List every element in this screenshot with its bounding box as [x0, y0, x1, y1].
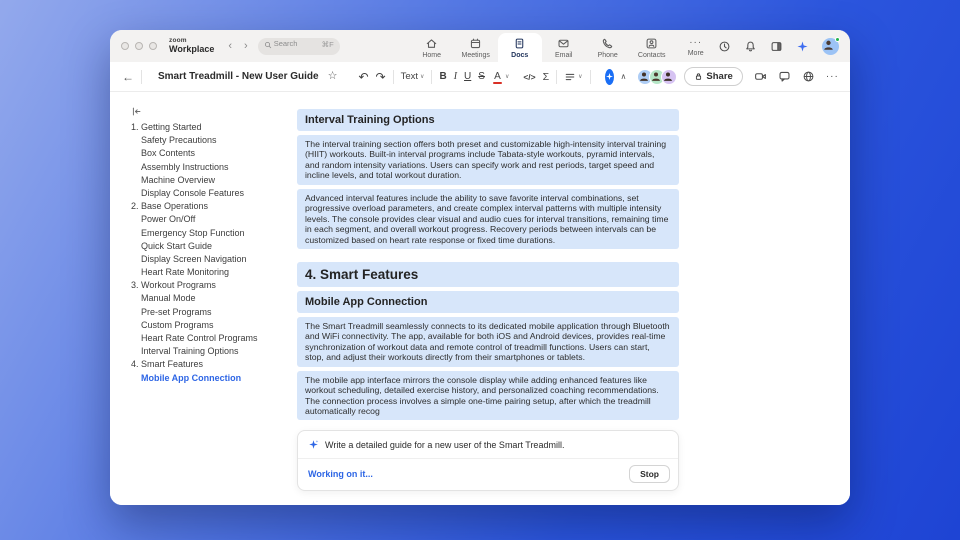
formula-sigma-button[interactable]: Σ — [542, 70, 550, 83]
doc-icon — [513, 37, 526, 50]
document-title[interactable]: Smart Treadmill - New User Guide — [158, 71, 319, 82]
underline-button[interactable]: U — [464, 71, 472, 82]
ai-companion-panel — [297, 430, 679, 491]
collaborator-avatars — [637, 69, 677, 85]
collapse-left-icon — [131, 106, 142, 117]
ai-sparkle-icon — [308, 439, 319, 450]
chevron-down-icon: ∨ — [504, 74, 510, 80]
doc-paragraph[interactable]: The interval training section offers both preset and customizable high-intensity interval training (HIIT) workouts. Built-in interval programs include Tabata-style workouts, pyramid intervals, and random intensity variations. Users can specify work and rest periods, target speed and incline levels, and total workout duration. — [297, 135, 679, 185]
more-options-button[interactable]: ··· — [825, 70, 839, 82]
text-style-label: Text — [400, 71, 419, 82]
clock-icon[interactable] — [718, 40, 731, 53]
divider — [431, 70, 432, 84]
person-icon — [662, 70, 674, 82]
tab-more-label: More — [687, 50, 704, 57]
side-panel-icon[interactable] — [770, 40, 783, 53]
code-icon[interactable]: </> — [523, 71, 536, 82]
main-nav-tabs — [410, 30, 718, 62]
toc-item-heart-rate-control-programs[interactable]: Heart Rate Control Programs — [141, 333, 258, 343]
tab-phone-label: Phone — [597, 51, 618, 59]
search-placeholder: Search — [273, 38, 298, 48]
chevron-down-icon: ∨ — [420, 74, 425, 80]
toc-item-assembly-instructions[interactable]: Assembly Instructions — [141, 161, 229, 172]
lock-icon — [694, 72, 703, 81]
toc-item-mobile-app-connection[interactable]: Mobile App Connection — [141, 372, 242, 383]
undo-button[interactable]: ↶ — [358, 69, 369, 84]
bold-button[interactable]: B — [439, 71, 447, 82]
window-zoom-button[interactable] — [149, 42, 157, 50]
toc-item-safety-precautions[interactable]: Safety Precautions — [141, 135, 217, 146]
collapse-toc-button[interactable] — [131, 104, 142, 115]
text-color-dropdown[interactable] — [492, 71, 509, 82]
tab-more[interactable] — [674, 30, 718, 62]
toc-item-heart-rate-monitoring[interactable]: Heart Rate Monitoring — [141, 267, 230, 278]
tab-meetings-label: Meetings — [461, 51, 490, 59]
window-controls — [121, 42, 157, 50]
chat-bubble-icon[interactable] — [778, 70, 791, 83]
tab-home-label: Home — [422, 51, 442, 59]
strikethrough-button[interactable]: S — [478, 71, 485, 82]
share-button[interactable] — [684, 67, 742, 86]
mail-icon — [557, 37, 570, 50]
notifications-bell-icon[interactable] — [744, 40, 757, 53]
tab-docs-label: Docs — [511, 51, 529, 59]
doc-paragraph[interactable]: Advanced interval features include the ability to save favorite interval combinations, set progressive overload parameters, and create complex interval patterns with multiple intensity levels. The console provides clear visual and audio cues for interval transitions, remaining time in each segment, and overall workout progress. Recovery periods between intervals can be customized based on heart rate response or fixed time durations. — [297, 189, 679, 249]
zoom-workplace-window — [110, 30, 850, 505]
toc-item-interval-training-options[interactable]: Interval Training Options — [141, 346, 239, 357]
doc-paragraph[interactable]: The mobile app interface mirrors the console display while adding enhanced features like workout scheduling, detailed exercise history, and personalized coaching recommendations. The connection process involves a simple one-time pairing setup, after which the treadmill automatically recog — [297, 371, 679, 421]
doc-back-button[interactable]: ← — [122, 69, 134, 84]
redo-button[interactable]: ↷ — [375, 69, 386, 84]
tab-docs[interactable] — [498, 33, 542, 62]
phone-icon — [601, 37, 614, 50]
calendar-icon — [469, 37, 482, 50]
divider — [590, 70, 591, 84]
tab-home[interactable] — [410, 30, 454, 62]
tab-phone[interactable] — [586, 30, 630, 62]
home-icon — [425, 37, 438, 50]
align-lines-icon — [564, 71, 576, 83]
ai-companion-button[interactable] — [605, 69, 614, 85]
toc-item-manual-mode[interactable]: Manual Mode — [141, 293, 196, 304]
ai-prompt-text: Write a detailed guide for a new user of the Smart Treadmill. — [325, 439, 565, 450]
document-toolbar — [110, 62, 850, 92]
italic-button[interactable]: I — [453, 71, 458, 82]
collaborator-avatar[interactable] — [661, 69, 677, 85]
contacts-icon — [645, 37, 658, 50]
toc-item-quick-start-guide[interactable]: Quick Start Guide — [141, 240, 213, 251]
nav-forward-button[interactable]: › — [244, 40, 248, 52]
divider — [393, 70, 394, 84]
user-avatar[interactable] — [822, 38, 839, 55]
document-canvas — [288, 92, 850, 505]
toc-item-display-screen-navigation[interactable]: Display Screen Navigation — [141, 253, 247, 264]
collapse-toolbar-button[interactable]: ∧ — [620, 72, 627, 81]
nav-back-button[interactable]: ‹ — [228, 40, 233, 52]
sparkle-icon — [605, 72, 614, 81]
divider — [141, 70, 142, 84]
toc-item-smart-features[interactable]: 4. Smart Features — [131, 359, 204, 370]
toc-item-machine-overview[interactable]: Machine Overview — [141, 174, 216, 185]
doc-heading-interval-training[interactable]: Interval Training Options — [297, 109, 679, 131]
window-minimize-button[interactable] — [135, 42, 143, 50]
stop-button[interactable]: Stop — [629, 465, 670, 483]
toc-item-display-console-features[interactable]: Display Console Features — [141, 187, 245, 198]
toc-item-emergency-stop[interactable]: Emergency Stop Function — [141, 227, 245, 238]
toc-item-power-on-off[interactable]: Power On/Off — [141, 214, 196, 225]
tab-email[interactable] — [542, 30, 586, 62]
toc-item-workout-programs[interactable]: 3. Workout Programs — [131, 280, 216, 291]
tab-contacts[interactable] — [630, 30, 674, 62]
brand-zoom: zoom — [169, 37, 187, 45]
ai-status-text: Working on it... — [308, 469, 373, 480]
toc-item-getting-started[interactable]: 1. Getting Started — [131, 122, 202, 132]
doc-heading-mobile-app[interactable]: Mobile App Connection — [297, 291, 679, 313]
titlebar — [110, 30, 850, 62]
toc-item-box-contents[interactable]: Box Contents — [141, 148, 196, 159]
search-input[interactable] — [258, 38, 340, 55]
text-style-dropdown[interactable] — [401, 71, 425, 82]
globe-icon[interactable] — [802, 70, 815, 83]
chevron-down-icon: ∨ — [578, 74, 583, 80]
person-icon — [822, 38, 835, 51]
zoom-workplace-logo — [169, 38, 214, 54]
table-of-contents — [110, 92, 288, 505]
ellipsis-icon: ··· — [689, 37, 703, 48]
tab-contacts-label: Contacts — [637, 51, 666, 59]
presence-dot — [835, 37, 840, 42]
divider — [556, 70, 557, 84]
tab-email-label: Email — [554, 51, 573, 59]
favorite-star-icon[interactable]: ☆ — [327, 70, 338, 82]
doc-heading-smart-features[interactable]: 4. Smart Features — [297, 262, 679, 287]
doc-paragraph[interactable]: The Smart Treadmill seamlessly connects to its dedicated mobile application through Bluetooth and WiFi connectivity. The app, available for both iOS and Android devices, provides real-time synchronization of workout data and remote control of treadmill functions. Users can start, stop, and adjust their workouts directly from their smartphones or tablets. — [297, 317, 679, 367]
toc-item-base-operations[interactable]: 2. Base Operations — [131, 201, 209, 212]
brand-workplace: Workplace — [169, 43, 215, 54]
tab-meetings[interactable] — [454, 30, 498, 62]
share-label: Share — [706, 71, 733, 82]
video-camera-icon[interactable] — [754, 70, 767, 83]
search-shortcut: ⌘F — [321, 39, 334, 49]
toc-item-preset-programs[interactable]: Pre-set Programs — [141, 306, 212, 317]
window-close-button[interactable] — [121, 42, 129, 50]
toc-item-custom-programs[interactable]: Custom Programs — [141, 319, 214, 330]
text-color-label: A — [492, 71, 503, 82]
search-icon — [264, 41, 272, 49]
ai-companion-sparkle-icon[interactable] — [796, 40, 809, 53]
align-dropdown[interactable] — [564, 71, 582, 83]
